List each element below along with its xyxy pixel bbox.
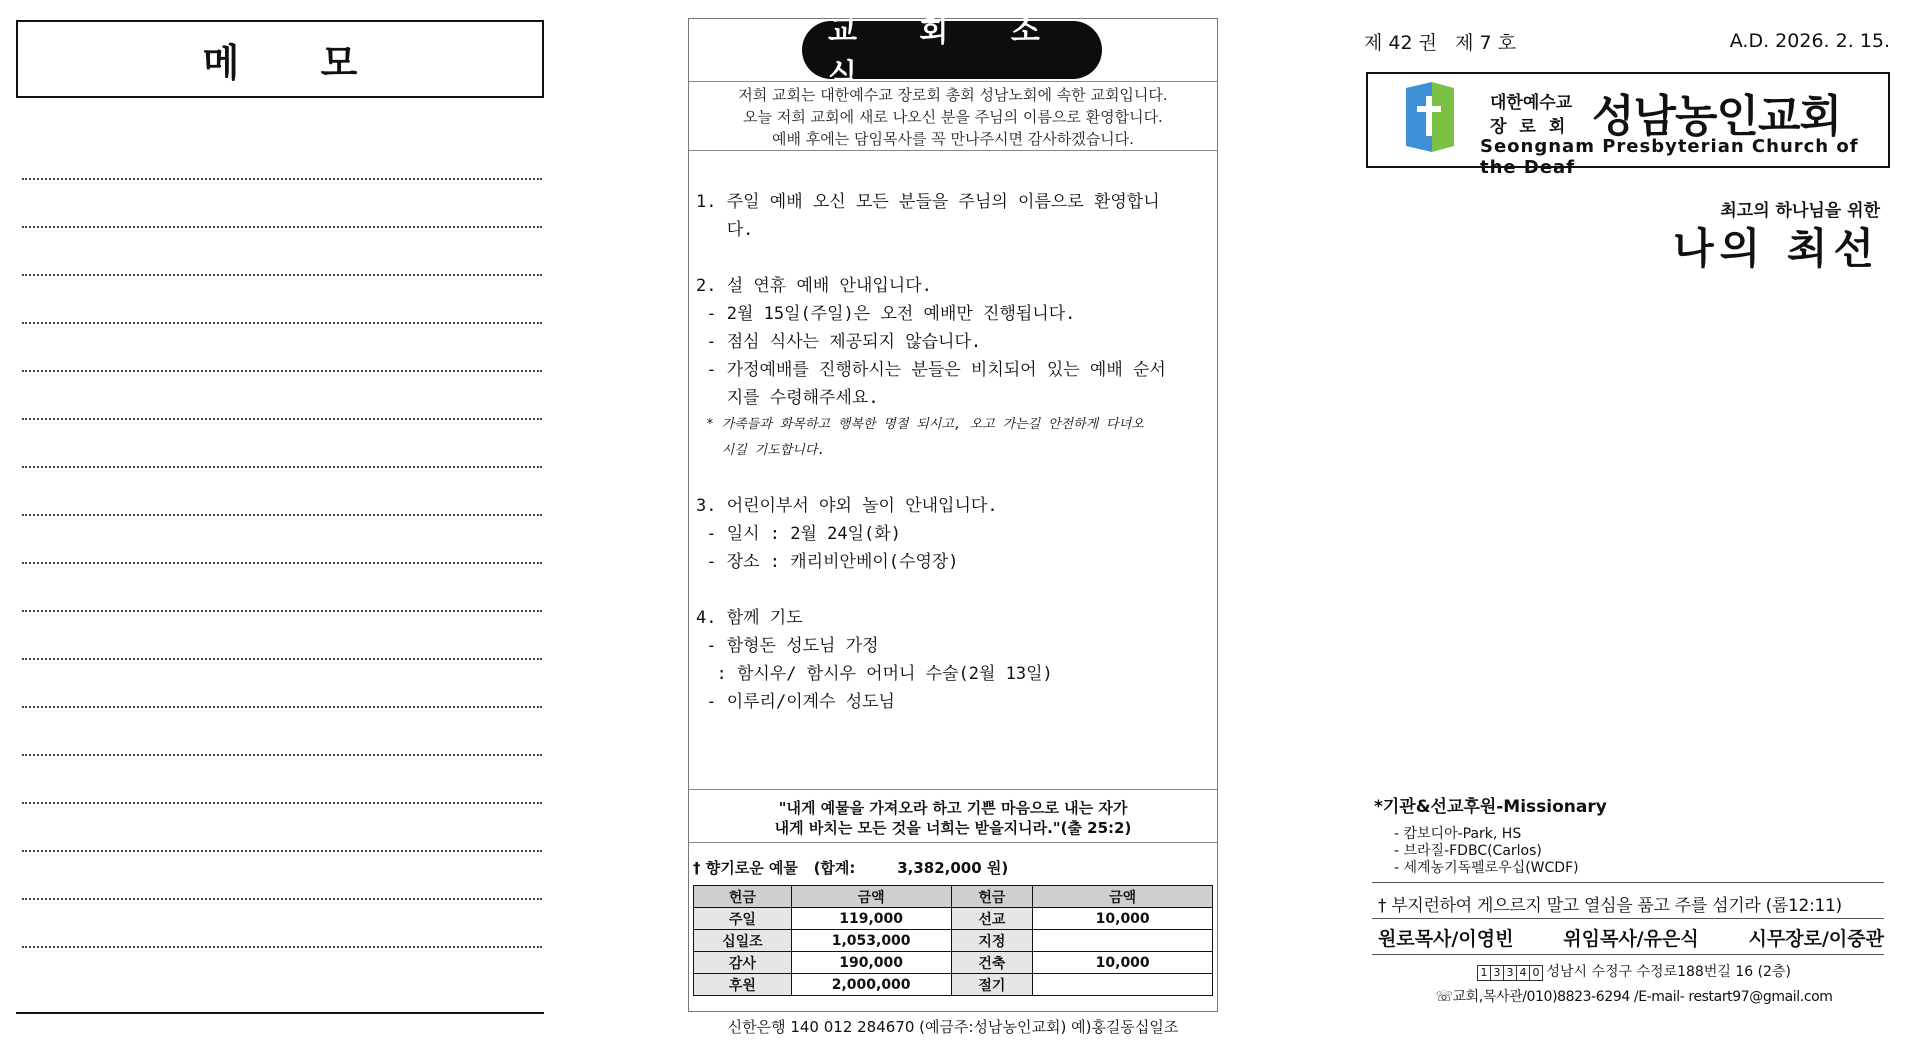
church-motto: † 부지런하여 게으르지 말고 열심을 품고 주를 섬기라 (롬12:11) <box>1378 896 1842 916</box>
divider <box>1372 954 1884 955</box>
church-news-header: 교 회 소 식 <box>802 21 1102 79</box>
memo-dotted-line <box>22 706 542 708</box>
news-line: 1. 주일 예배 오신 모든 분들을 주님의 이름으로 환영합니 <box>696 192 1160 212</box>
bank-account: 신한은행 140 012 284670 (예금주:성남농인교회) 예)홍길동십일조 <box>727 1018 1179 1036</box>
divider <box>1372 882 1884 883</box>
intro-line: 오늘 저희 교회에 새로 나오신 분을 주님의 이름으로 환영합니다. <box>743 108 1163 126</box>
news-item <box>696 604 1212 716</box>
offering-type: 감사 <box>694 952 792 974</box>
memo-bottom-divider <box>16 1012 544 1014</box>
offering-verse <box>689 789 1217 843</box>
church-news-intro <box>689 81 1217 151</box>
offering-table-header <box>694 886 1213 908</box>
offering-amount: 190,000 <box>791 952 951 974</box>
denomination-line-1: 대한예수교 <box>1490 93 1573 113</box>
zip-code <box>1477 964 1546 980</box>
news-line: 다. <box>696 220 754 240</box>
offering-amount: 119,000 <box>791 908 951 930</box>
memo-title: 메 모 <box>16 20 544 98</box>
mission-support-list <box>1394 826 1579 877</box>
church-name-english: Seongnam Presbyterian Church of the Deaf <box>1480 136 1859 178</box>
column-header: 금액 <box>1033 886 1213 908</box>
verse-line: 내게 바치는 모든 것을 너희는 받을지니라."(출 25:2) <box>774 819 1132 837</box>
news-line: 2. 설 연휴 예배 안내입니다. <box>696 276 932 296</box>
memo-dotted-line <box>22 562 542 564</box>
offering-amount <box>1033 974 1213 996</box>
news-line: - 일시 : 2월 24일(화) <box>696 524 901 544</box>
memo-dotted-line <box>22 898 542 900</box>
memo-dotted-line <box>22 754 542 756</box>
offering-amount <box>1033 930 1213 952</box>
news-line: : 함시우/ 함시우 어머니 수술(2월 13일) <box>696 664 1053 684</box>
offering-type: 지정 <box>951 930 1033 952</box>
theme-title: 나의 최선 <box>1673 224 1880 273</box>
address-text: 성남시 수정구 수정로188번길 16 (2층) <box>1546 964 1791 980</box>
news-line: - 점심 식사는 제공되지 않습니다. <box>696 332 982 352</box>
offering-type: 건축 <box>951 952 1033 974</box>
church-name-korean: 성남농인교회 <box>1592 91 1842 142</box>
zip-digit: 3 <box>1490 965 1504 981</box>
offering-amount: 2,000,000 <box>791 974 951 996</box>
memo-dotted-line <box>22 322 542 324</box>
offering-type: 후원 <box>694 974 792 996</box>
church-news-body <box>696 188 1212 744</box>
news-note: 시길 기도합니다. <box>706 443 826 458</box>
intro-line: 저희 교회는 대한예수교 장로회 총회 성남노회에 속한 교회입니다. <box>738 86 1168 104</box>
mission-support-title: *기관&선교후원-Missionary <box>1374 797 1607 817</box>
table-row <box>694 908 1213 930</box>
memo-dotted-line <box>22 418 542 420</box>
news-item <box>696 188 1212 244</box>
offering-type: 주일 <box>694 908 792 930</box>
offering-type: 십일조 <box>694 930 792 952</box>
intro-line: 예배 후에는 담임목사를 꼭 만나주시면 감사하겠습니다. <box>772 130 1134 148</box>
memo-dotted-line <box>22 226 542 228</box>
news-item <box>696 492 1212 576</box>
memo-dotted-line <box>22 658 542 660</box>
divider <box>1372 918 1884 919</box>
offering-amount: 1,053,000 <box>791 930 951 952</box>
pastors-line: 원로목사/이영빈 위임목사/유은식 시무장로/이중관 <box>1378 928 1884 950</box>
offering-title <box>693 857 1008 878</box>
memo-dotted-line <box>22 850 542 852</box>
contact-info: ☏교회,목사관/010)8823-6294 /E-mail- restart97@gmail.com <box>1435 989 1833 1005</box>
memo-dotted-line <box>22 946 542 948</box>
news-line: - 2월 15일(주일)은 오전 예배만 진행됩니다. <box>696 304 1076 324</box>
news-line: 지를 수령해주세요. <box>696 388 879 408</box>
news-line: - 가정예배를 진행하시는 분들은 비치되어 있는 예배 순서 <box>696 360 1166 380</box>
news-note: * 가족들과 화목하고 행복한 명절 되시고, 오고 가는길 안전하게 다녀오 <box>706 417 1144 432</box>
memo-dotted-line <box>22 370 542 372</box>
zip-digit: 1 <box>1477 965 1491 981</box>
news-line: 4. 함께 기도 <box>696 608 803 628</box>
church-address <box>1378 961 1890 981</box>
church-nameplate <box>1366 72 1890 178</box>
offering-label: † 향기로운 예물 <box>693 859 798 877</box>
zip-digit: 0 <box>1529 965 1543 981</box>
table-row <box>694 974 1213 996</box>
table-row <box>694 952 1213 974</box>
column-header: 헌금 <box>951 886 1033 908</box>
news-line: - 함형돈 성도님 가정 <box>696 636 879 656</box>
news-item <box>696 272 1212 464</box>
memo-dotted-line <box>22 466 542 468</box>
column-header: 헌금 <box>694 886 792 908</box>
zip-digit: 4 <box>1516 965 1530 981</box>
news-line: 3. 어린이부서 야외 놀이 안내입니다. <box>696 496 998 516</box>
issue-number: 제 42 권 제 7 호 <box>1364 32 1516 54</box>
list-item: - 캄보디아-Park, HS <box>1394 826 1522 842</box>
verse-line: "내게 예물을 가져오라 하고 기쁜 마음으로 내는 자가 <box>778 799 1128 817</box>
offering-type: 절기 <box>951 974 1033 996</box>
column-header: 금액 <box>791 886 951 908</box>
zip-digit: 3 <box>1503 965 1517 981</box>
offering-total-value: 3,382,000 원) <box>897 859 1009 877</box>
news-line: - 장소 : 캐리비안베이(수영장) <box>696 552 959 572</box>
offering-amount: 10,000 <box>1033 908 1213 930</box>
denomination-line-2: 장로회 <box>1490 117 1579 137</box>
church-logo-icon <box>1406 82 1454 152</box>
offering-table <box>693 885 1213 996</box>
memo-dotted-line <box>22 514 542 516</box>
offering-total-label: (합계: <box>813 859 856 877</box>
memo-dotted-line <box>22 178 542 180</box>
offering-type: 선교 <box>951 908 1033 930</box>
memo-dotted-line <box>22 274 542 276</box>
theme-subtitle: 최고의 하나님을 위한 <box>1720 201 1880 221</box>
offering-amount: 10,000 <box>1033 952 1213 974</box>
list-item: - 세계농기독펠로우십(WCDF) <box>1394 860 1579 876</box>
memo-dotted-line <box>22 610 542 612</box>
table-row <box>694 930 1213 952</box>
bulletin-date: A.D. 2026. 2. 15. <box>1729 30 1890 52</box>
list-item: - 브라질-FDBC(Carlos) <box>1394 843 1542 859</box>
news-line: - 이루리/이계수 성도님 <box>696 692 895 712</box>
memo-dotted-line <box>22 802 542 804</box>
